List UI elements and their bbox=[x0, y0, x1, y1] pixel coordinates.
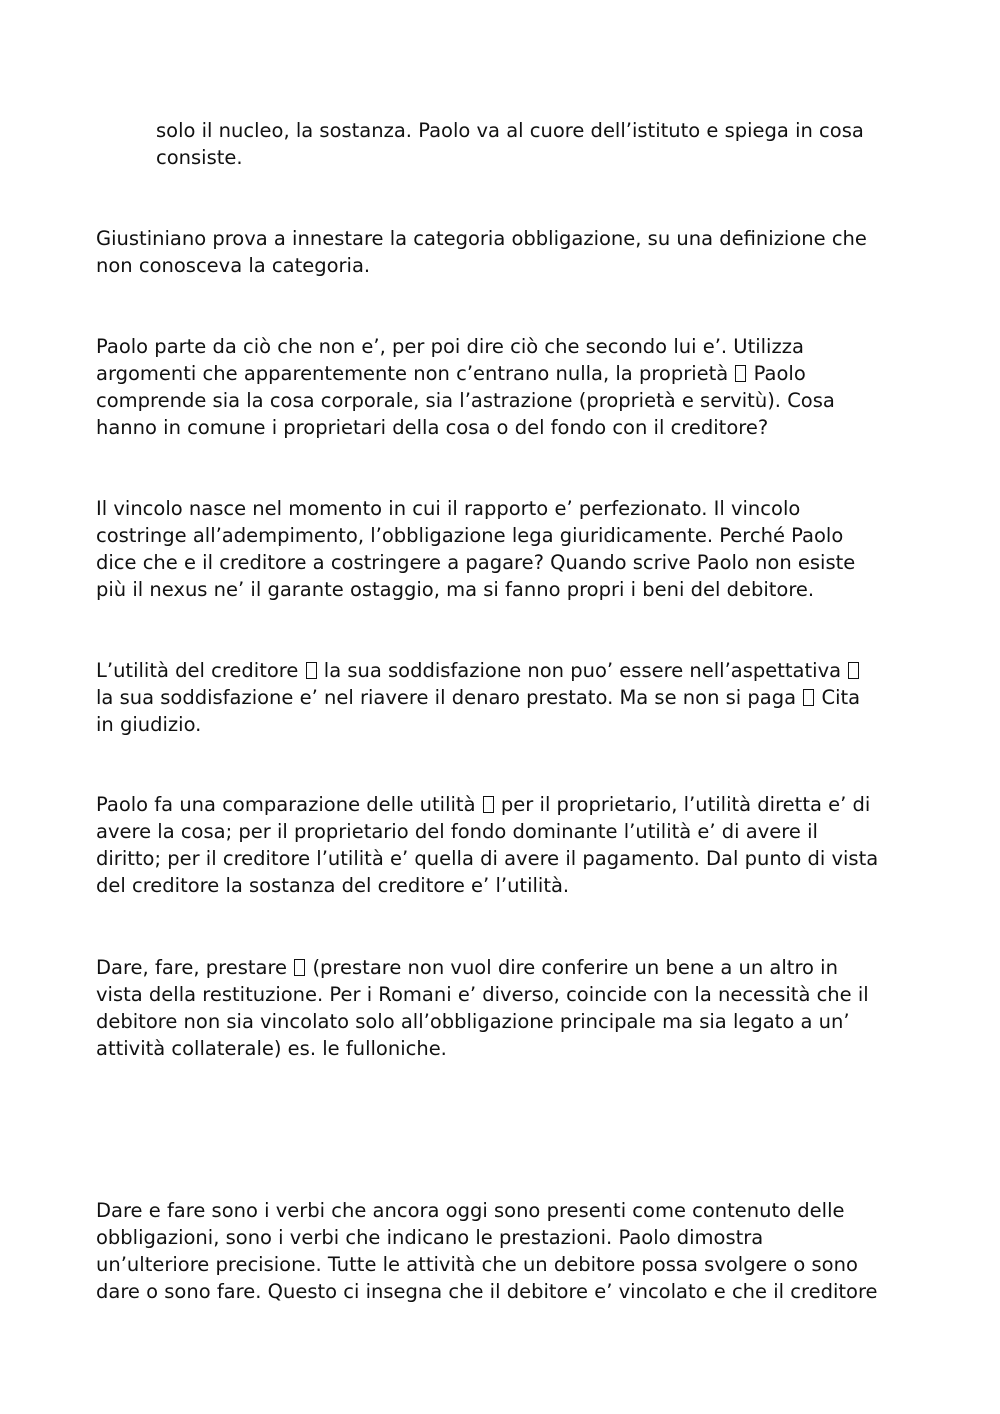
text-line: solo il nucleo, la sostanza. Paolo va al cuore dell’istituto e spiega in cosa bbox=[156, 119, 864, 142]
arrow-glyph-icon bbox=[483, 796, 494, 813]
arrow-glyph-icon bbox=[294, 959, 305, 976]
text-line: Dare e fare sono i verbi che ancora oggi sono presenti come contenuto delle bbox=[96, 1199, 845, 1222]
paragraph-4 bbox=[96, 495, 916, 603]
arrow-glyph-icon bbox=[803, 689, 814, 706]
text-line: vista della restituzione. Per i Romani e’ diverso, coincide con la necessità che il bbox=[96, 983, 869, 1006]
text-line: in giudizio. bbox=[96, 713, 202, 736]
text-line: diritto; per il creditore l’utilità e’ quella di avere il pagamento. Dal punto di vista bbox=[96, 847, 879, 870]
text-line: debitore non sia vincolato solo all’obbligazione principale ma sia legato a un’ bbox=[96, 1010, 850, 1033]
text-line: Il vincolo nasce nel momento in cui il rapporto e’ perfezionato. Il vincolo bbox=[96, 497, 801, 520]
paragraph-5 bbox=[96, 657, 916, 738]
text-line: L’utilità del creditore la sua soddisfazione non puo’ essere nell’aspettativa bbox=[96, 657, 916, 684]
text-line: attività collaterale) es. le fulloniche. bbox=[96, 1037, 447, 1060]
paragraph-7 bbox=[96, 954, 916, 1062]
paragraph-3 bbox=[96, 333, 916, 441]
text-line: hanno in comune i proprietari della cosa o del fondo con il creditore? bbox=[96, 416, 769, 439]
text-line: non conosceva la categoria. bbox=[96, 254, 371, 277]
text-line: consiste. bbox=[156, 146, 243, 169]
arrow-glyph-icon bbox=[306, 662, 317, 679]
paragraph-6 bbox=[96, 791, 916, 899]
paragraph-2 bbox=[96, 225, 916, 279]
text-line: un’ulteriore precisione. Tutte le attività che un debitore possa svolgere o sono bbox=[96, 1253, 858, 1276]
text-line: argomenti che apparentemente non c’entrano nulla, la proprietà Paolo bbox=[96, 362, 806, 385]
text-line: del creditore la sostanza del creditore e’ l’utilità. bbox=[96, 874, 570, 897]
arrow-glyph-icon bbox=[735, 365, 746, 382]
text-line: Paolo parte da ciò che non e’, per poi dire ciò che secondo lui e’. Utilizza bbox=[96, 335, 804, 358]
text-line: obbligazioni, sono i verbi che indicano le prestazioni. Paolo dimostra bbox=[96, 1226, 764, 1249]
paragraph-1 bbox=[156, 117, 916, 171]
text-line: Dare, fare, prestare (prestare non vuol dire conferire un bene a un altro in bbox=[96, 956, 838, 979]
text-line: costringe all’adempimento, l’obbligazione lega giuridicamente. Perché Paolo bbox=[96, 524, 844, 547]
arrow-glyph-icon bbox=[848, 662, 859, 679]
text-line: Paolo fa una comparazione delle utilità per il proprietario, l’utilità diretta e’ di bbox=[96, 793, 871, 816]
text-line: la sua soddisfazione e’ nel riavere il denaro prestato. Ma se non si paga Cita bbox=[96, 686, 861, 709]
text-line: avere la cosa; per il proprietario del fondo dominante l’utilità e’ di avere il bbox=[96, 820, 818, 843]
text-line: dare o sono fare. Questo ci insegna che il debitore e’ vincolato e che il creditore bbox=[96, 1280, 878, 1303]
paragraph-8 bbox=[96, 1197, 916, 1305]
text-line: più il nexus ne’ il garante ostaggio, ma si fanno propri i beni del debitore. bbox=[96, 578, 815, 601]
text-line: Giustiniano prova a innestare la categoria obbligazione, su una definizione che bbox=[96, 227, 867, 250]
text-line: dice che e il creditore a costringere a pagare? Quando scrive Paolo non esiste bbox=[96, 551, 856, 574]
text-line: comprende sia la cosa corporale, sia l’astrazione (proprietà e servitù). Cosa bbox=[96, 389, 835, 412]
